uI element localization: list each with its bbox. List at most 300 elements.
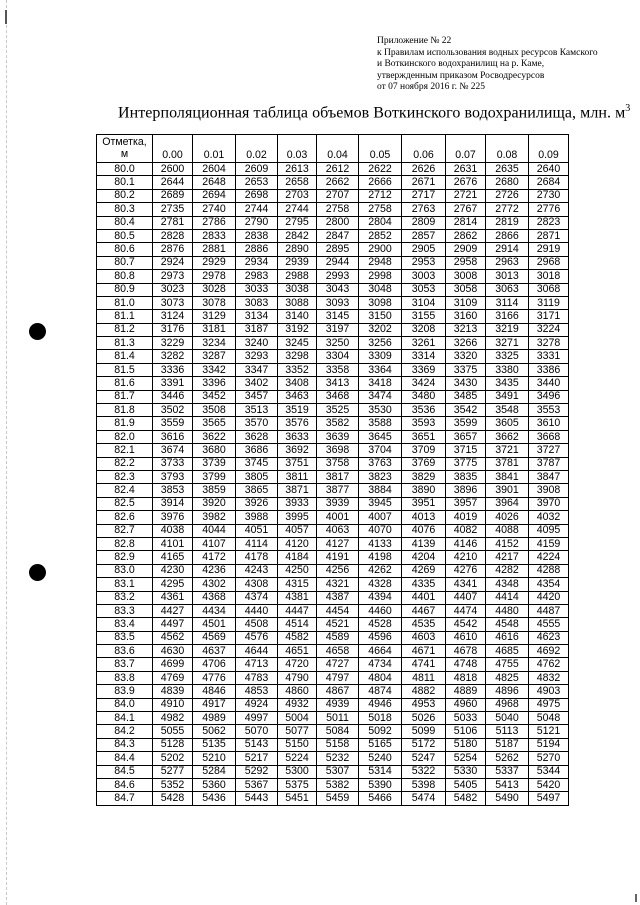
table-cell: 3098 [359,296,402,309]
page-corner-mark-bottom [635,894,637,902]
table-cell: 3610 [529,417,569,430]
table-cell: 4616 [486,631,529,644]
table-cell: 2819 [486,216,529,229]
table-cell: 3073 [153,296,193,309]
table-cell: 2767 [446,203,486,216]
table-cell: 5307 [317,765,359,778]
table-cell: 2842 [278,229,317,242]
table-cell: 4262 [359,564,402,577]
table-cell: 2828 [153,229,193,242]
table-cell: 4088 [486,524,529,537]
header-mark [97,135,153,163]
table-row [97,524,569,537]
row-mark-cell: 81.6 [97,377,153,390]
table-cell: 3559 [153,417,193,430]
table-cell: 2726 [486,189,529,202]
page-edge-line [6,0,8,905]
table-cell: 3109 [446,296,486,309]
table-cell: 4308 [236,578,278,591]
table-cell: 3197 [317,323,359,336]
table-cell: 4019 [446,511,486,524]
table-cell: 4535 [402,618,446,631]
table-cell: 4582 [278,631,317,644]
table-cell: 4589 [317,631,359,644]
table-cell: 4354 [529,578,569,591]
table-cell: 3129 [193,310,236,323]
table-cell: 4001 [317,511,359,524]
row-mark-cell: 83.6 [97,645,153,658]
table-cell: 3588 [359,417,402,430]
table-cell: 3418 [359,377,402,390]
table-row [97,484,569,497]
header-column: 0.07 [446,135,486,163]
table-cell: 4348 [486,578,529,591]
table-row [97,337,569,350]
table-cell: 4013 [402,511,446,524]
table-cell: 3582 [317,417,359,430]
table-cell: 2676 [446,176,486,189]
table-row [97,296,569,309]
table-cell: 4414 [486,591,529,604]
table-row [97,645,569,658]
table-cell: 3519 [278,404,317,417]
table-cell: 5180 [446,738,486,751]
table-row [97,363,569,376]
table-cell: 3298 [278,350,317,363]
table-cell: 2609 [236,163,278,176]
table-cell: 5194 [529,738,569,751]
table-cell: 2698 [236,189,278,202]
row-mark-cell: 81.1 [97,310,153,323]
table-cell: 3662 [486,430,529,443]
table-cell: 4269 [402,564,446,577]
table-cell: 3920 [193,497,236,510]
table-cell: 4825 [486,671,529,684]
table-row [97,203,569,216]
table-cell: 4576 [236,631,278,644]
table-cell: 3033 [236,283,278,296]
table-cell: 4082 [446,524,486,537]
row-mark-cell: 84.0 [97,698,153,711]
table-row [97,752,569,765]
table-row [97,738,569,751]
table-cell: 2958 [446,256,486,269]
table-cell: 4159 [529,537,569,550]
table-cell: 2983 [236,270,278,283]
table-cell: 5292 [236,765,278,778]
table-cell: 4542 [446,618,486,631]
row-mark-cell: 81.3 [97,337,153,350]
table-row [97,229,569,242]
row-mark-cell: 82.2 [97,457,153,470]
table-cell: 2871 [529,229,569,242]
table-cell: 5099 [402,725,446,738]
table-cell: 3605 [486,417,529,430]
table-cell: 3480 [402,390,446,403]
table-cell: 3793 [153,470,193,483]
row-mark-cell: 80.6 [97,243,153,256]
table-cell: 4276 [446,564,486,577]
table-cell: 4440 [236,604,278,617]
table-cell: 4172 [193,551,236,564]
table-cell: 2648 [193,176,236,189]
table-cell: 5158 [317,738,359,751]
table-cell: 4658 [317,645,359,658]
row-mark-cell: 82.7 [97,524,153,537]
table-cell: 4460 [359,604,402,617]
table-cell: 2905 [402,243,446,256]
table-cell: 3542 [446,404,486,417]
table-cell: 2786 [193,216,236,229]
table-cell: 2939 [278,256,317,269]
table-cell: 4381 [278,591,317,604]
table-cell: 3229 [153,337,193,350]
table-cell: 2895 [317,243,359,256]
table-cell: 3181 [193,323,236,336]
table-cell: 3380 [486,363,529,376]
table-cell: 3424 [402,377,446,390]
table-cell: 5300 [278,765,317,778]
table-cell: 5004 [278,712,317,725]
table-cell: 2600 [153,163,193,176]
row-mark-cell: 82.9 [97,551,153,564]
table-cell: 5172 [402,738,446,751]
table-cell: 2862 [446,229,486,242]
table-cell: 4217 [486,551,529,564]
table-cell: 3805 [236,470,278,483]
table-cell: 4321 [317,578,359,591]
table-cell: 4846 [193,685,236,698]
table-row [97,725,569,738]
table-cell: 4236 [193,564,236,577]
table-cell: 3452 [193,390,236,403]
table-cell: 5062 [193,725,236,738]
row-mark-cell: 81.9 [97,417,153,430]
table-cell: 4569 [193,631,236,644]
table-cell: 3835 [446,470,486,483]
table-cell: 3593 [402,417,446,430]
table-cell: 3982 [193,511,236,524]
table-cell: 5270 [529,752,569,765]
row-mark-cell: 80.9 [97,283,153,296]
table-cell: 3104 [402,296,446,309]
table-cell: 3245 [278,337,317,350]
table-cell: 3871 [278,484,317,497]
table-cell: 3063 [486,283,529,296]
table-cell: 3430 [446,377,486,390]
table-cell: 2640 [529,163,569,176]
row-mark-cell: 83.7 [97,658,153,671]
table-cell: 3715 [446,444,486,457]
table-cell: 5322 [402,765,446,778]
table-cell: 3261 [402,337,446,350]
header-mark-line1: Отметка, [102,136,147,148]
table-cell: 3513 [236,404,278,417]
table-cell: 4713 [236,658,278,671]
table-cell: 3901 [486,484,529,497]
table-cell: 3976 [153,511,193,524]
table-cell: 5011 [317,712,359,725]
table-cell: 4748 [446,658,486,671]
table-row [97,270,569,283]
row-mark-cell: 83.9 [97,685,153,698]
table-row [97,323,569,336]
table-cell: 2689 [153,189,193,202]
table-cell: 4198 [359,551,402,564]
table-cell: 2626 [402,163,446,176]
table-row [97,310,569,323]
table-cell: 4555 [529,618,569,631]
table-cell: 3150 [359,310,402,323]
table-cell: 5382 [317,778,359,791]
table-cell: 4063 [317,524,359,537]
table-cell: 3124 [153,310,193,323]
table-cell: 3352 [278,363,317,376]
row-mark-cell: 80.1 [97,176,153,189]
table-cell: 4204 [402,551,446,564]
row-mark-cell: 80.5 [97,229,153,242]
table-cell: 2604 [193,163,236,176]
table-cell: 5150 [278,738,317,751]
table-cell: 2953 [402,256,446,269]
table-cell: 5026 [402,712,446,725]
table-cell: 2909 [446,243,486,256]
table-cell: 4671 [402,645,446,658]
table-cell: 4044 [193,524,236,537]
table-cell: 3668 [529,430,569,443]
table-cell: 2684 [529,176,569,189]
table-cell: 4335 [402,578,446,591]
table-cell: 4394 [359,591,402,604]
table-cell: 2988 [278,270,317,283]
table-cell: 5254 [446,752,486,765]
table-cell: 3256 [359,337,402,350]
table-cell: 4623 [529,631,569,644]
table-cell: 3166 [486,310,529,323]
table-cell: 4860 [278,685,317,698]
table-row [97,417,569,430]
page-corner-mark [5,10,7,24]
table-cell: 3525 [317,404,359,417]
table-cell: 4256 [317,564,359,577]
table-cell: 4968 [486,698,529,711]
table-cell: 3686 [236,444,278,457]
header-column: 0.05 [359,135,402,163]
header-column: 0.02 [236,135,278,163]
table-cell: 5135 [193,738,236,751]
table-row [97,765,569,778]
table-row [97,377,569,390]
table-row [97,283,569,296]
table-cell: 2900 [359,243,402,256]
table-row [97,537,569,550]
table-cell: 3727 [529,444,569,457]
row-mark-cell: 80.0 [97,163,153,176]
table-cell: 3282 [153,350,193,363]
table-cell: 3926 [236,497,278,510]
table-cell: 2948 [359,256,402,269]
table-cell: 4184 [278,551,317,564]
table-cell: 2973 [153,270,193,283]
table-cell: 4867 [317,685,359,698]
header-column: 0.09 [529,135,569,163]
table-cell: 5375 [278,778,317,791]
table-cell: 2703 [278,189,317,202]
table-cell: 4818 [446,671,486,684]
table-cell: 3408 [278,377,317,390]
table-cell: 4288 [529,564,569,577]
document-title-text: Интерполяционная таблица объемов Воткинского водохранилища, млн. м [118,104,626,122]
row-mark-cell: 81.4 [97,350,153,363]
table-cell: 4989 [193,712,236,725]
table-cell: 3155 [402,310,446,323]
table-cell: 2993 [317,270,359,283]
table-cell: 4133 [359,537,402,550]
table-cell: 3890 [402,484,446,497]
header-column: 0.01 [193,135,236,163]
table-cell: 3083 [236,296,278,309]
table-cell: 3364 [359,363,402,376]
table-cell: 4685 [486,645,529,658]
table-cell: 3775 [446,457,486,470]
table-cell: 4467 [402,604,446,617]
table-cell: 5187 [486,738,529,751]
table-cell: 5240 [359,752,402,765]
row-mark-cell: 80.7 [97,256,153,269]
row-mark-cell: 84.6 [97,778,153,791]
table-cell: 3413 [317,377,359,390]
table-cell: 3396 [193,377,236,390]
table-cell: 3657 [446,430,486,443]
table-cell: 3043 [317,283,359,296]
table-row [97,792,569,805]
header-column: 0.03 [278,135,317,163]
table-cell: 3013 [486,270,529,283]
table-cell: 3781 [486,457,529,470]
table-cell: 5390 [359,778,402,791]
table-cell: 4630 [153,645,193,658]
table-cell: 3841 [486,470,529,483]
table-cell: 5474 [402,792,446,805]
table-cell: 4051 [236,524,278,537]
table-cell: 3758 [317,457,359,470]
table-cell: 3023 [153,283,193,296]
table-cell: 4603 [402,631,446,644]
appendix-line: к Правилам использования водных ресурсов Камского [377,47,598,58]
table-cell: 5482 [446,792,486,805]
table-cell: 4783 [236,671,278,684]
table-cell: 2852 [359,229,402,242]
table-row [97,551,569,564]
table-cell: 3271 [486,337,529,350]
table-cell: 2740 [193,203,236,216]
table-cell: 3570 [236,417,278,430]
table-cell: 4480 [486,604,529,617]
table-cell: 3945 [359,497,402,510]
table-row [97,390,569,403]
table-cell: 3877 [317,484,359,497]
table-cell: 2658 [278,176,317,189]
table-cell: 4811 [402,671,446,684]
table-row [97,631,569,644]
table-cell: 4762 [529,658,569,671]
table-cell: 3548 [486,404,529,417]
table-cell: 2804 [359,216,402,229]
table-cell: 4651 [278,645,317,658]
table-row [97,712,569,725]
table-cell: 4832 [529,671,569,684]
table-cell: 3446 [153,390,193,403]
table-cell: 4939 [317,698,359,711]
table-cell: 4474 [446,604,486,617]
table-cell: 2666 [359,176,402,189]
row-mark-cell: 82.0 [97,430,153,443]
table-cell: 4361 [153,591,193,604]
table-cell: 5018 [359,712,402,725]
table-cell: 3645 [359,430,402,443]
table-cell: 3038 [278,283,317,296]
table-cell: 3320 [446,350,486,363]
table-cell: 3817 [317,470,359,483]
row-mark-cell: 83.2 [97,591,153,604]
table-cell: 3896 [446,484,486,497]
table-row [97,671,569,684]
table-cell: 5143 [236,738,278,751]
row-mark-cell: 83.1 [97,578,153,591]
table-cell: 3599 [446,417,486,430]
table-row [97,658,569,671]
row-mark-cell: 80.8 [97,270,153,283]
table-cell: 2662 [317,176,359,189]
table-cell: 4341 [446,578,486,591]
table-cell: 4407 [446,591,486,604]
appendix-reference-block [377,36,637,94]
table-cell: 2730 [529,189,569,202]
table-cell: 5459 [317,792,359,805]
table-row [97,176,569,189]
table-cell: 2772 [486,203,529,216]
table-cell: 4302 [193,578,236,591]
table-cell: 3865 [236,484,278,497]
table-cell: 3134 [236,310,278,323]
table-row [97,578,569,591]
table-cell: 3859 [193,484,236,497]
table-cell: 2823 [529,216,569,229]
table-cell: 2622 [359,163,402,176]
header-mark-line2: м [120,148,129,160]
table-cell: 2886 [236,243,278,256]
table-cell: 3823 [359,470,402,483]
table-cell: 4804 [359,671,402,684]
table-cell: 3187 [236,323,278,336]
table-cell: 3088 [278,296,317,309]
row-mark-cell: 84.3 [97,738,153,751]
table-row [97,430,569,443]
row-mark-cell: 84.2 [97,725,153,738]
table-cell: 2968 [529,256,569,269]
table-cell: 3995 [278,511,317,524]
appendix-line: Приложение № 22 [377,36,452,46]
table-cell: 3342 [193,363,236,376]
table-cell: 4420 [529,591,569,604]
table-cell: 2635 [486,163,529,176]
table-cell: 3536 [402,404,446,417]
table-cell: 3219 [486,323,529,336]
table-cell: 2631 [446,163,486,176]
table-cell: 4896 [486,685,529,698]
table-cell: 4315 [278,578,317,591]
table-cell: 4514 [278,618,317,631]
